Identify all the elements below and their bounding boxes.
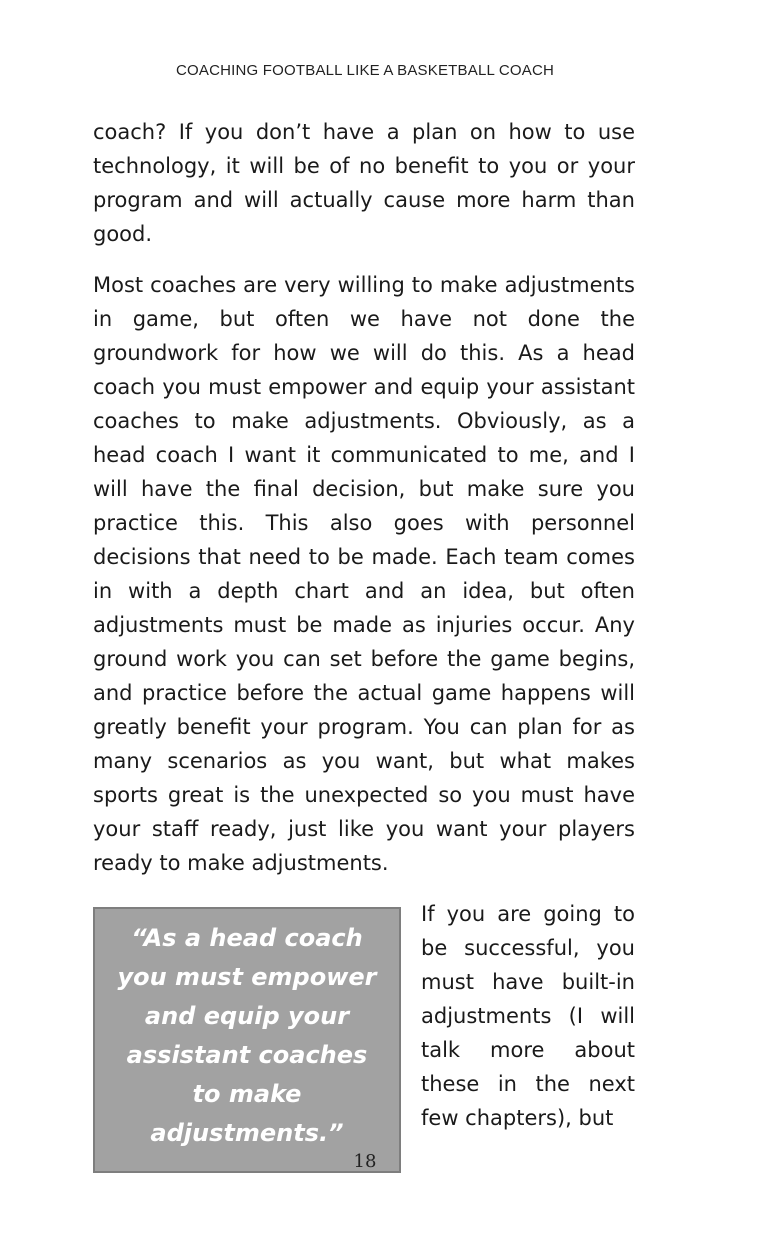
body-paragraph-continued: If you are going to be successful, you must have built-in adjustments (I will talk more about these in the next few chapters), but xyxy=(421,902,635,1130)
page-number: 18 xyxy=(353,1151,377,1172)
body-paragraph: coach? If you don’t have a plan on how to use technology, it will be of no benefit to you or your program and will actually cause more harm than good. xyxy=(93,120,635,246)
page-body xyxy=(93,115,635,1173)
pull-quote: “As a head coach you must empower and equip your assistant coaches to make adjustments.” xyxy=(93,907,401,1173)
body-paragraph: Most coaches are very willing to make adjustments in game, but often we have not done the groundwork for how we will do this. As a head coach you must empower and equip your assistant coaches to make adjustments. Obviously, as a head coach I want it communicated to me, and I will have the final decision, but make sure you practice this. This also goes with personnel decisions that need to be made. Each team comes in with a depth chart and an idea, but often adjustments must be made as injuries occur. Any ground work you can set before the game begins, and practice before the actual game happens will greatly benefit your program. You can plan for as many scenarios as you want, but what makes sports great is the unexpected so you must have your staff ready, just like you want your players ready to make adjustments. xyxy=(93,273,635,875)
running-header: COACHING FOOTBALL LIKE A BASKETBALL COACH xyxy=(175,62,555,79)
